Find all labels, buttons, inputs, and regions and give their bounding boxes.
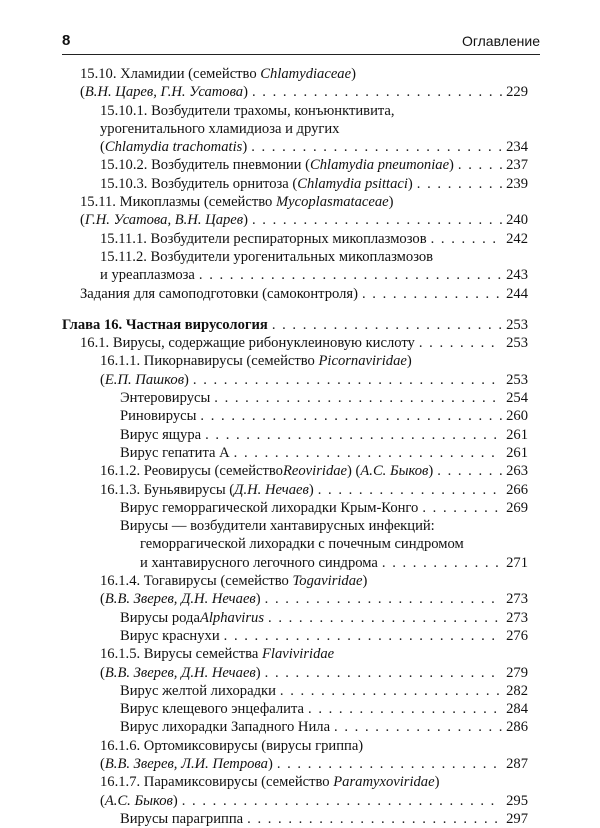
toc-entry: 16.1. Вирусы, содержащие рибонуклеиновую кислоту . . . 253	[62, 334, 528, 352]
toc-entry: 15.10.1. Возбудители трахомы, конъюнктивита,	[100, 102, 395, 119]
toc-entry: и уреаплазмоза . . . 243	[62, 266, 528, 284]
toc-entry: Риновирусы . . . 260	[62, 407, 528, 425]
toc-entry: Вирус ящура . . . 261	[62, 426, 528, 444]
running-head: Оглавление	[461, 33, 540, 49]
toc-entry: Вирусы рода Alphavirus . . . 273	[62, 609, 528, 627]
toc-entry: 15.10. Хламидии (семейство Chlamydiaceae)	[80, 66, 356, 82]
toc-entry: ( В.В. Зверев, Д.Н. Нечаев ) . . . 279	[62, 664, 528, 682]
toc-entry: геморрагической лихорадки с почечным синдромом	[140, 536, 464, 553]
toc-entry: ( В.В. Зверев, Д.Н. Нечаев ) . . . 273	[62, 590, 528, 608]
toc-entry: 16.1.1. Пикорнавирусы (семейство Picornaviridae)	[100, 353, 412, 370]
toc-entry: 16.1.6. Ортомиксовирусы (вирусы гриппа)	[100, 737, 364, 754]
toc-entry: Вирус клещевого энцефалита . . . 284	[62, 700, 528, 718]
toc-entry: Вирус краснухи . . . 276	[62, 627, 528, 645]
toc-entry: Вирусы — возбудители хантавирусных инфекций:	[120, 518, 435, 535]
toc-entry: 16.1.3. Буньявирусы ( Д.Н. Нечаев ) . . . 266	[62, 481, 528, 499]
toc-entry: Вирус лихорадки Западного Нила . . . 286	[62, 718, 528, 736]
toc-entry: и хантавирусного легочного синдрома . . . 271	[62, 554, 528, 572]
toc-entry: ( Chlamydia trachomatis ) . . . 234	[62, 138, 528, 156]
header-rule	[62, 54, 540, 55]
toc-entry: Вирусы парагриппа . . . 297	[62, 810, 528, 828]
toc-entry: 15.11. Микоплазмы (семейство Mycoplasmataceae)	[80, 194, 394, 211]
toc-entry: 16.1.5. Вирусы семейства Flaviviridae	[100, 646, 335, 663]
toc-entry: ( Г.Н. Усатова, В.Н. Царев ) . . . 240	[62, 211, 528, 229]
toc-entry: 16.1.4. Тогавирусы (семейство Togaviridae)	[100, 573, 368, 590]
toc-entry: Вирус желтой лихорадки . . . 282	[62, 682, 528, 700]
page-header	[62, 30, 540, 54]
toc-entry: 15.11.2. Возбудители урогенитальных микоплазмозов	[100, 248, 434, 265]
toc-entry: ( В.В. Зверев, Л.И. Петрова ) . . . 287	[62, 755, 528, 773]
toc-entry: 15.10.3. Возбудитель орнитоза ( Chlamydia psittaci ) . . . 239	[62, 175, 528, 193]
table-of-contents	[62, 65, 528, 828]
toc-entry: 15.11.1. Возбудители респираторных микоплазмозов . . . 242	[62, 230, 528, 248]
toc-entry: 16.1.2. Реовирусы (семейство Reoviridae ) ( А.С. Быков ) . . . 263	[62, 462, 528, 480]
toc-entry: Задания для самоподготовки (самоконтроля) . . . 244	[62, 285, 528, 303]
toc-entry: 16.1.7. Парамиксовирусы (семейство Paramyxoviridae)	[100, 774, 440, 791]
toc-entry: Вирус геморрагической лихорадки Крым-Конго . . . 269	[62, 499, 528, 517]
toc-entry: Вирус гепатита А . . . 261	[62, 444, 528, 462]
toc-entry: Энтеровирусы . . . 254	[62, 389, 528, 407]
page-number: 8	[62, 32, 71, 49]
toc-entry: ( А.С. Быков ) . . . 295	[62, 792, 528, 810]
chapter-heading: Глава 16. Частная вирусология . . . 253	[62, 316, 528, 334]
toc-entry: ( Е.П. Пашков ) . . . 253	[62, 371, 528, 389]
toc-entry: ( В.Н. Царев, Г.Н. Усатова ) . . . 229	[62, 83, 528, 101]
toc-entry: урогенитального хламидиоза и других	[100, 120, 340, 137]
toc-entry: 15.10.2. Возбудитель пневмонии ( Chlamydia pneumoniae ) . . . 237	[62, 156, 528, 174]
